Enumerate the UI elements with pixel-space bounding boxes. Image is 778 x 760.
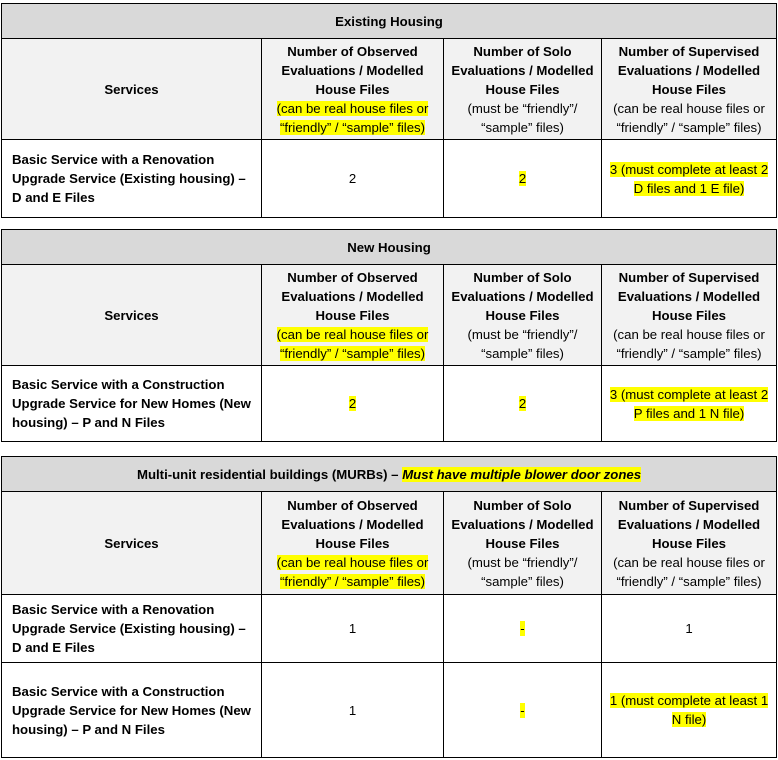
solo-value: - [444, 595, 602, 663]
solo-value: 2 [444, 140, 602, 218]
supervised-value: 3 (must complete at least 2 P files and 1 N file) [602, 366, 777, 442]
supervised-value: 1 [602, 595, 777, 663]
new-housing-table [1, 229, 777, 442]
supervised-value: 3 (must complete at least 2 D files and 1 E file) [602, 140, 777, 218]
observed-value: 1 [262, 663, 444, 758]
section-title-new: New Housing [2, 230, 777, 265]
solo-header: Number of Solo Evaluations / Modelled House Files (must be “friendly”/ “sample” files) [444, 492, 602, 595]
services-header: Services [2, 265, 262, 366]
murbs-emphasis: Must have multiple blower door zones [402, 466, 642, 482]
solo-value: 2 [444, 366, 602, 442]
services-header: Services [2, 492, 262, 595]
observed-header: Number of Observed Evaluations / Modelled House Files (can be real house files or “friendly” / “sample” files) [262, 39, 444, 140]
supervised-value: 1 (must complete at least 1 N file) [602, 663, 777, 758]
murbs-table [1, 456, 777, 758]
service-name: Basic Service with a Renovation Upgrade Service (Existing housing) – D and E Files [2, 595, 262, 663]
solo-header: Number of Solo Evaluations / Modelled House Files (must be “friendly”/ “sample” files) [444, 265, 602, 366]
observed-value: 2 [262, 140, 444, 218]
service-name: Basic Service with a Construction Upgrade Service for New Homes (New housing) – P and N Files [2, 366, 262, 442]
observed-value: 2 [262, 366, 444, 442]
service-name: Basic Service with a Construction Upgrade Service for New Homes (New housing) – P and N Files [2, 663, 262, 758]
section-title-existing: Existing Housing [2, 4, 777, 39]
observed-value: 1 [262, 595, 444, 663]
observed-header: Number of Observed Evaluations / Modelled House Files (can be real house files or “friendly” / “sample” files) [262, 265, 444, 366]
services-header: Services [2, 39, 262, 140]
solo-header: Number of Solo Evaluations / Modelled House Files (must be “friendly”/ “sample” files) [444, 39, 602, 140]
supervised-header: Number of Supervised Evaluations / Modelled House Files (can be real house files or “friendly” / “sample” files) [602, 39, 777, 140]
supervised-header: Number of Supervised Evaluations / Modelled House Files (can be real house files or “friendly” / “sample” files) [602, 492, 777, 595]
solo-value: - [444, 663, 602, 758]
existing-housing-table [1, 3, 777, 218]
observed-header: Number of Observed Evaluations / Modelled House Files (can be real house files or “friendly” / “sample” files) [262, 492, 444, 595]
section-title-murbs: Multi-unit residential buildings (MURBs) – Must have multiple blower door zones [2, 457, 777, 492]
service-name: Basic Service with a Renovation Upgrade Service (Existing housing) – D and E Files [2, 140, 262, 218]
supervised-header: Number of Supervised Evaluations / Modelled House Files (can be real house files or “friendly” / “sample” files) [602, 265, 777, 366]
